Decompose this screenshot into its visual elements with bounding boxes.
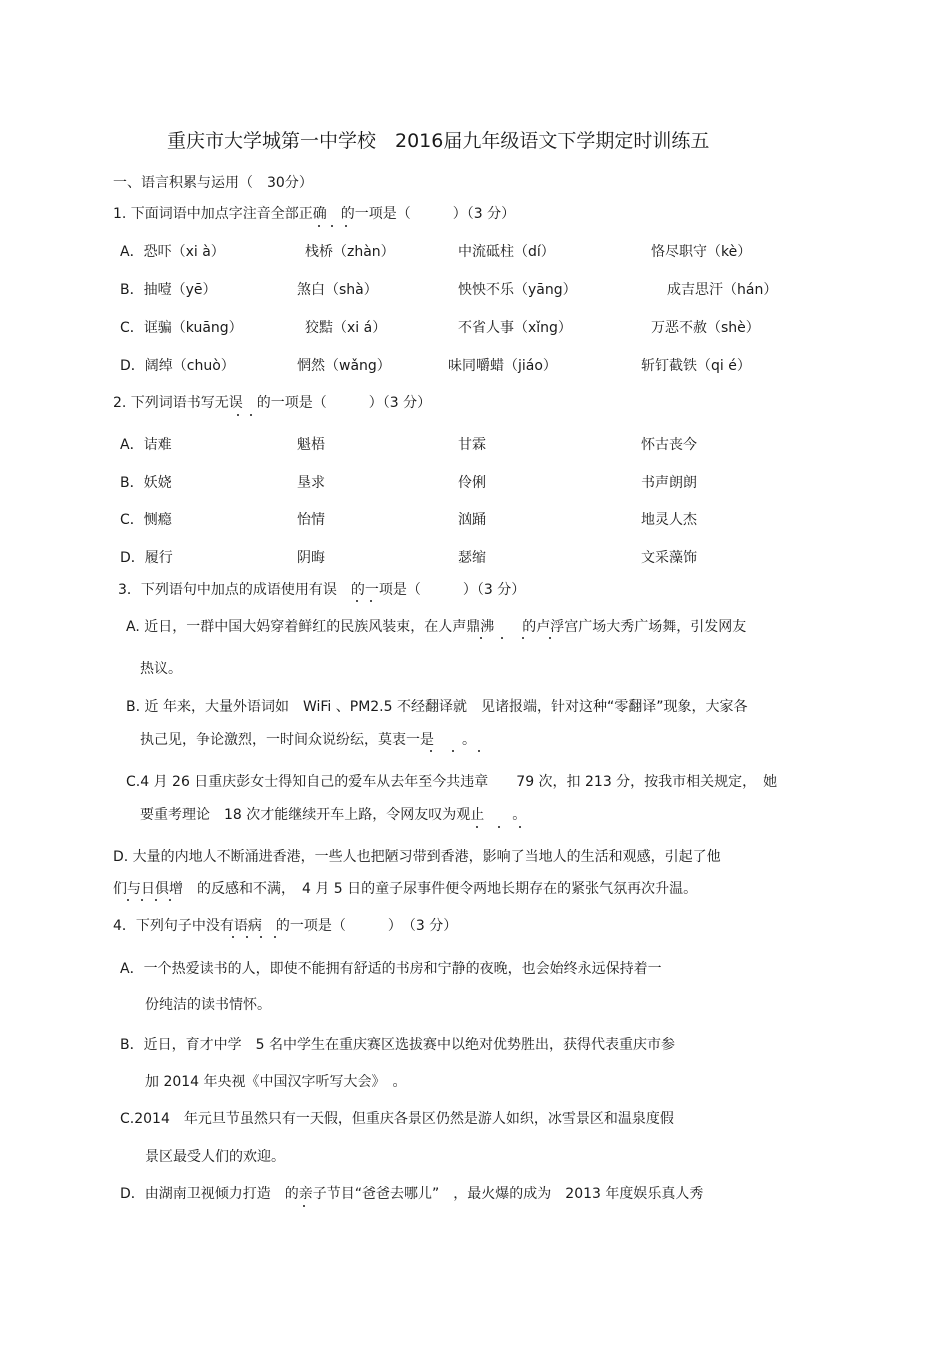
emphasis-dot bbox=[237, 414, 239, 416]
q1-option-b-4: 成吉思汗（hán） bbox=[667, 282, 778, 298]
emphasis-dot bbox=[141, 899, 143, 901]
emphasis-dot bbox=[370, 600, 372, 602]
emphasis-dot bbox=[250, 414, 252, 416]
emphasis-dot bbox=[476, 826, 478, 828]
q2-option-c-1: C．恻瘾 bbox=[120, 512, 172, 528]
question-1-stem: 1. 下面词语中加点字注音全部正确 的一项是（ ）（3 分） bbox=[113, 206, 516, 222]
q1-option-b-3: 怏怏不乐（yāng） bbox=[458, 282, 577, 298]
q1-option-a-2: 栈桥（zhàn） bbox=[305, 244, 395, 260]
q1-option-d-2: 惘然（wǎng） bbox=[297, 358, 391, 374]
emphasis-dot bbox=[452, 750, 454, 752]
q3-option-b-line2: 执己见，争论激烈，一时间众说纷纭，莫衷一是 。 bbox=[140, 732, 476, 748]
q4-option-c-line2: 景区最受人们的欢迎。 bbox=[145, 1149, 285, 1165]
q1-option-c-4: 万恶不赦（shè） bbox=[651, 320, 760, 336]
emphasis-dot bbox=[522, 637, 524, 639]
emphasis-dot bbox=[331, 225, 333, 227]
q3-option-d-line1: D. 大量的内地人不断涌进香港，一些人也把陋习带到香港，影响了当地人的生活和观感，引起了他 bbox=[113, 849, 721, 865]
q4-option-d-line1: D．由湖南卫视倾力打造 的亲子节目“爸爸去哪儿” ，最火爆的成为 2013 年度娱乐真人秀 bbox=[120, 1186, 704, 1202]
q2-option-a-4: 怀古丧今 bbox=[641, 437, 697, 453]
q1-option-b-2: 煞白（shà） bbox=[297, 282, 378, 298]
q1-option-c-2: 狡黠（xi á） bbox=[305, 320, 387, 336]
emphasis-dot bbox=[501, 637, 503, 639]
emphasis-dot bbox=[478, 750, 480, 752]
q4-option-b-line1: B．近日，育才中学 5 名中学生在重庆赛区选拔赛中以绝对优势胜出，获得代表重庆市参 bbox=[120, 1037, 675, 1053]
q4-option-c-line1: C.2014 年元旦节虽然只有一天假，但重庆各景区仍然是游人如织，冰雪景区和温泉度假 bbox=[120, 1111, 674, 1127]
section-heading: 一、语言积累与运用（ 30分） bbox=[113, 175, 313, 191]
q3-option-d-line2: 们与日俱增 的反感和不满， 4 月 5 日的童子尿事件便令两地长期存在的紧张气氛再次升温。 bbox=[113, 881, 698, 897]
q3-option-b-line1: B. 近 年来，大量外语词如 WiFi 、PM2.5 不经翻译就 见诸报端，针对这种“零翻译”现象，大家各 bbox=[126, 699, 748, 715]
emphasis-dot bbox=[274, 936, 276, 938]
q2-option-b-3: 伶俐 bbox=[458, 475, 486, 491]
q2-option-b-4: 书声朗朗 bbox=[641, 475, 697, 491]
q1-option-c-1: C．诓骗（kuāng） bbox=[120, 320, 243, 336]
q4-option-a-line1: A．一个热爱读书的人，即使不能拥有舒适的书房和宁静的夜晚，也会始终永远保持着一 bbox=[120, 961, 662, 977]
question-4-stem: 4．下列句子中没有语病 的一项是（ ） （3 分） bbox=[113, 918, 458, 934]
question-2-stem: 2. 下列词语书写无误 的一项是（ ）（3 分） bbox=[113, 395, 432, 411]
q1-option-b-1: B．抽噎（yē） bbox=[120, 282, 217, 298]
emphasis-dot bbox=[303, 1205, 305, 1207]
q2-option-b-1: B．妖娆 bbox=[120, 475, 172, 491]
question-3-stem: 3．下列语句中加点的成语使用有误 的一项是（ ）（3 分） bbox=[118, 582, 526, 598]
q3-option-a-line2: 热议。 bbox=[140, 661, 182, 677]
q2-option-d-2: 阴晦 bbox=[297, 550, 325, 566]
q3-option-c-line1: C.4 月 26 日重庆彭女士得知自己的爱车从去年至今共违章 79 次，扣 213 分，按我市相关规定， 她 bbox=[126, 774, 778, 790]
q2-option-c-4: 地灵人杰 bbox=[641, 512, 697, 528]
emphasis-dot bbox=[127, 899, 129, 901]
q2-option-d-1: D．履行 bbox=[120, 550, 173, 566]
q1-option-c-3: 不省人事（xǐng） bbox=[458, 320, 572, 336]
q1-option-a-3: 中流砥柱（dí） bbox=[458, 244, 555, 260]
emphasis-dot bbox=[260, 936, 262, 938]
q2-option-b-2: 垦求 bbox=[297, 475, 325, 491]
q2-option-c-3: 汹踊 bbox=[458, 512, 486, 528]
q2-option-a-2: 魁梧 bbox=[297, 437, 325, 453]
emphasis-dot bbox=[430, 750, 432, 752]
q2-option-a-3: 甘霖 bbox=[458, 437, 486, 453]
q1-option-a-4: 恪尽职守（kè） bbox=[651, 244, 752, 260]
emphasis-dot bbox=[232, 936, 234, 938]
page-title: 重庆市大学城第一中学校 2016届九年级语文下学期定时训练五 bbox=[167, 130, 710, 152]
emphasis-dot bbox=[246, 936, 248, 938]
emphasis-dot bbox=[480, 637, 482, 639]
emphasis-dot bbox=[356, 600, 358, 602]
emphasis-dot bbox=[155, 899, 157, 901]
emphasis-dot bbox=[169, 899, 171, 901]
emphasis-dot bbox=[519, 826, 521, 828]
q1-option-a-1: A．恐吓（xi à） bbox=[120, 244, 225, 260]
q1-option-d-3: 味同嚼蜡（jiáo） bbox=[448, 358, 557, 374]
q2-option-c-2: 怡情 bbox=[297, 512, 325, 528]
emphasis-dot bbox=[498, 826, 500, 828]
q2-option-d-3: 瑟缩 bbox=[458, 550, 486, 566]
q2-option-d-4: 文采藻饰 bbox=[641, 550, 697, 566]
q4-option-a-line2: 份纯洁的读书情怀。 bbox=[145, 997, 271, 1013]
q4-option-b-line2: 加 2014 年央视《中国汉字听写大会》 。 bbox=[145, 1074, 407, 1090]
q3-option-c-line2: 要重考理论 18 次才能继续开车上路，令网友叹为观止 。 bbox=[140, 807, 527, 823]
emphasis-dot bbox=[549, 637, 551, 639]
q2-option-a-1: A．诘难 bbox=[120, 437, 172, 453]
q1-option-d-4: 斩钉截铁（qi é） bbox=[641, 358, 751, 374]
q1-option-d-1: D．阔绰（chuò） bbox=[120, 358, 235, 374]
emphasis-dot bbox=[345, 225, 347, 227]
emphasis-dot bbox=[318, 225, 320, 227]
q3-option-a-line1: A. 近日，一群中国大妈穿着鲜红的民族风装束，在人声鼎沸 的卢浮宫广场大秀广场舞，引发网友 bbox=[126, 619, 747, 635]
